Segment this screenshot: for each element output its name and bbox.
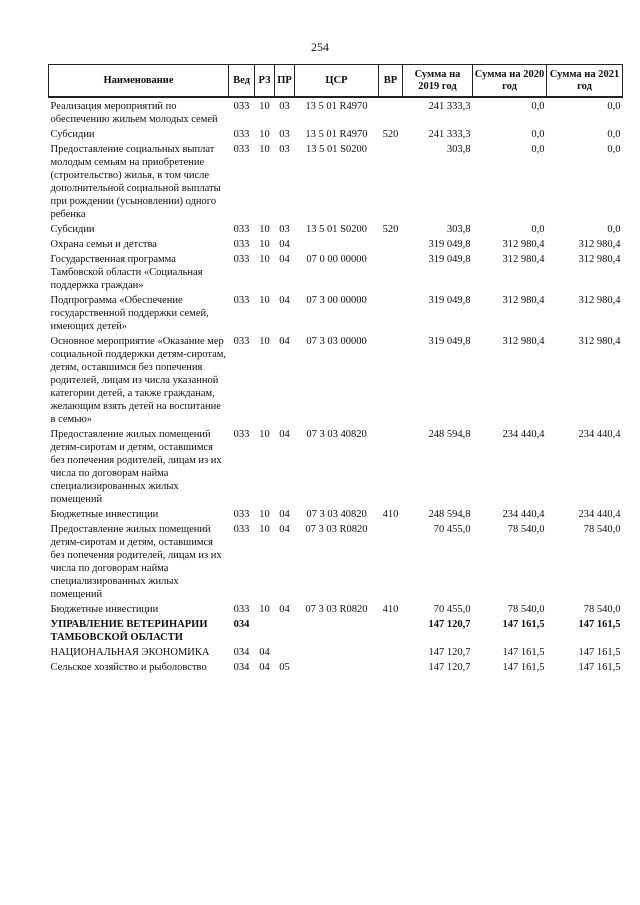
cell-sum-2019: 248 594,8 bbox=[428, 509, 471, 520]
header-csr: ЦСР bbox=[295, 65, 379, 98]
cell-sum-2020: 0,0 bbox=[531, 129, 545, 140]
cell-sum-2020: 147 161,5 bbox=[502, 662, 545, 673]
cell-csr: 07 3 03 R0820 bbox=[305, 604, 368, 615]
cell-ved: 033 bbox=[233, 101, 250, 112]
cell-csr bbox=[295, 236, 379, 251]
cell-vr bbox=[379, 292, 403, 333]
cell-sum-2021: 147 161,5 bbox=[578, 619, 621, 630]
cell-csr: 07 3 03 00000 bbox=[306, 336, 367, 347]
cell-rz: 04 bbox=[259, 647, 270, 658]
cell-vr: 520 bbox=[382, 224, 399, 235]
cell-ved: 033 bbox=[233, 239, 250, 250]
cell-rz: 10 bbox=[259, 224, 270, 235]
cell-sum-2019: 241 333,3 bbox=[428, 101, 471, 112]
cell-vr bbox=[379, 141, 403, 221]
cell-csr: 13 5 01 R4970 bbox=[305, 129, 368, 140]
cell-rz bbox=[255, 616, 275, 644]
cell-vr bbox=[379, 251, 403, 292]
cell-sum-2020: 0,0 bbox=[531, 224, 545, 235]
cell-sum-2020: 312 980,4 bbox=[502, 336, 545, 347]
cell-sum-2020: 234 440,4 bbox=[502, 429, 545, 440]
header-sum-2020: Сумма на 2020 год bbox=[473, 65, 547, 98]
cell-pr bbox=[275, 644, 295, 659]
cell-name: Субсидии bbox=[50, 129, 95, 140]
cell-name: НАЦИОНАЛЬНАЯ ЭКОНОМИКА bbox=[50, 647, 210, 658]
table-row bbox=[49, 506, 623, 521]
cell-rz: 10 bbox=[259, 295, 270, 306]
cell-rz: 10 bbox=[259, 239, 270, 250]
cell-pr: 04 bbox=[279, 239, 290, 250]
cell-vr: 410 bbox=[382, 604, 399, 615]
cell-ved: 033 bbox=[233, 254, 250, 265]
cell-rz: 04 bbox=[259, 662, 270, 673]
cell-sum-2019: 147 120,7 bbox=[428, 662, 471, 673]
cell-sum-2021: 0,0 bbox=[607, 224, 621, 235]
cell-name: Субсидии bbox=[50, 224, 95, 235]
table-row bbox=[49, 601, 623, 616]
cell-name: Реализация мероприятий по обеспечению жильем молодых семей bbox=[50, 101, 218, 125]
cell-sum-2021: 78 540,0 bbox=[583, 524, 621, 535]
cell-csr bbox=[295, 659, 379, 674]
cell-rz: 10 bbox=[259, 509, 270, 520]
cell-pr bbox=[275, 616, 295, 644]
cell-vr bbox=[379, 616, 403, 644]
cell-csr: 13 5 01 R4970 bbox=[305, 101, 368, 112]
table-row bbox=[49, 126, 623, 141]
cell-ved: 034 bbox=[233, 619, 250, 630]
cell-sum-2020: 78 540,0 bbox=[507, 524, 545, 535]
cell-sum-2019: 303,8 bbox=[446, 144, 471, 155]
cell-pr: 03 bbox=[279, 144, 290, 155]
cell-pr: 03 bbox=[279, 101, 290, 112]
table-row bbox=[49, 251, 623, 292]
cell-rz: 10 bbox=[259, 101, 270, 112]
cell-rz: 10 bbox=[259, 144, 270, 155]
cell-sum-2019: 147 120,7 bbox=[428, 619, 471, 630]
header-sum-2021: Сумма на 2021 год bbox=[547, 65, 623, 98]
cell-sum-2019: 248 594,8 bbox=[428, 429, 471, 440]
cell-sum-2021: 234 440,4 bbox=[578, 429, 621, 440]
cell-rz: 10 bbox=[259, 254, 270, 265]
cell-vr bbox=[379, 521, 403, 601]
cell-name: Охрана семьи и детства bbox=[50, 239, 157, 250]
cell-sum-2019: 319 049,8 bbox=[428, 295, 471, 306]
cell-sum-2020: 78 540,0 bbox=[507, 604, 545, 615]
cell-vr bbox=[379, 659, 403, 674]
cell-ved: 033 bbox=[233, 604, 250, 615]
cell-rz: 10 bbox=[259, 604, 270, 615]
table-row bbox=[49, 97, 623, 126]
cell-ved: 033 bbox=[233, 509, 250, 520]
cell-name: Бюджетные инвестиции bbox=[50, 509, 159, 520]
cell-csr: 07 3 00 00000 bbox=[306, 295, 367, 306]
cell-sum-2020: 0,0 bbox=[531, 101, 545, 112]
cell-pr: 05 bbox=[279, 662, 290, 673]
table-row bbox=[49, 616, 623, 644]
cell-name: Предоставление социальных выплат молодым семьям на приобретение (строительство) жилья, в том числе дополнительной социальной выплаты при рождении (усыновлении) одного ребенка bbox=[50, 144, 221, 220]
cell-pr: 04 bbox=[279, 336, 290, 347]
cell-sum-2021: 234 440,4 bbox=[578, 509, 621, 520]
page-number: 254 bbox=[311, 40, 329, 54]
cell-sum-2020: 312 980,4 bbox=[502, 239, 545, 250]
cell-vr bbox=[379, 97, 403, 126]
cell-ved: 034 bbox=[233, 647, 250, 658]
cell-rz: 10 bbox=[259, 129, 270, 140]
header-name: Наименование bbox=[49, 65, 229, 98]
table-row bbox=[49, 426, 623, 506]
header-rz: РЗ bbox=[255, 65, 275, 98]
table-row bbox=[49, 333, 623, 426]
table-header bbox=[49, 65, 623, 98]
cell-sum-2019: 319 049,8 bbox=[428, 239, 471, 250]
cell-pr: 04 bbox=[279, 604, 290, 615]
cell-ved: 033 bbox=[233, 144, 250, 155]
budget-table bbox=[48, 64, 623, 674]
cell-vr bbox=[379, 426, 403, 506]
cell-sum-2019: 70 455,0 bbox=[433, 524, 471, 535]
cell-csr: 13 5 01 S0200 bbox=[306, 144, 367, 155]
cell-csr bbox=[295, 616, 379, 644]
cell-name: УПРАВЛЕНИЕ ВЕТЕРИНАРИИ ТАМБОВСКОЙ ОБЛАСТИ bbox=[50, 619, 208, 643]
cell-name: Государственная программа Тамбовской области «Социальная поддержка граждан» bbox=[50, 254, 203, 291]
table-row bbox=[49, 292, 623, 333]
cell-vr bbox=[379, 333, 403, 426]
cell-sum-2021: 0,0 bbox=[607, 144, 621, 155]
cell-rz: 10 bbox=[259, 429, 270, 440]
cell-sum-2020: 234 440,4 bbox=[502, 509, 545, 520]
cell-vr bbox=[379, 644, 403, 659]
cell-csr: 13 5 01 S0200 bbox=[306, 224, 367, 235]
cell-pr: 04 bbox=[279, 254, 290, 265]
cell-sum-2021: 312 980,4 bbox=[578, 295, 621, 306]
cell-pr: 04 bbox=[279, 295, 290, 306]
cell-sum-2019: 241 333,3 bbox=[428, 129, 471, 140]
cell-sum-2020: 147 161,5 bbox=[502, 619, 545, 630]
table-row bbox=[49, 659, 623, 674]
table-row bbox=[49, 521, 623, 601]
cell-sum-2019: 70 455,0 bbox=[433, 604, 471, 615]
cell-csr: 07 3 03 40820 bbox=[306, 429, 367, 440]
cell-vr: 520 bbox=[382, 129, 399, 140]
cell-name: Предоставление жилых помещений детям-сиротам и детям, оставшимся без попечения родителей, лицам из их числа по договорам найма специализированных жилых помещений bbox=[50, 524, 222, 600]
cell-name: Сельское хозяйство и рыболовство bbox=[50, 662, 207, 673]
cell-sum-2021: 312 980,4 bbox=[578, 239, 621, 250]
cell-sum-2020: 312 980,4 bbox=[502, 295, 545, 306]
cell-sum-2019: 319 049,8 bbox=[428, 336, 471, 347]
cell-rz: 10 bbox=[259, 336, 270, 347]
cell-csr: 07 3 03 R0820 bbox=[305, 524, 368, 535]
cell-name: Подпрограмма «Обеспечение государственной поддержки семей, имеющих детей» bbox=[50, 295, 209, 332]
cell-sum-2020: 0,0 bbox=[531, 144, 545, 155]
cell-sum-2021: 0,0 bbox=[607, 101, 621, 112]
cell-sum-2020: 312 980,4 bbox=[502, 254, 545, 265]
cell-ved: 033 bbox=[233, 336, 250, 347]
cell-pr: 04 bbox=[279, 429, 290, 440]
table-body bbox=[49, 97, 623, 674]
cell-sum-2019: 319 049,8 bbox=[428, 254, 471, 265]
cell-ved: 033 bbox=[233, 129, 250, 140]
cell-name: Бюджетные инвестиции bbox=[50, 604, 159, 615]
cell-vr: 410 bbox=[382, 509, 399, 520]
table-row bbox=[49, 236, 623, 251]
table-row bbox=[49, 644, 623, 659]
cell-name: Основное мероприятие «Оказание мер социальной поддержки детям-сиротам, детям, оставшимся без попечения родителей, лицам из числа указанной категории детей, а также гражданам, желающим взять детей на воспитание в семью» bbox=[50, 336, 227, 425]
cell-sum-2021: 312 980,4 bbox=[578, 254, 621, 265]
cell-ved: 033 bbox=[233, 429, 250, 440]
cell-pr: 03 bbox=[279, 224, 290, 235]
cell-ved: 033 bbox=[233, 295, 250, 306]
cell-rz: 10 bbox=[259, 524, 270, 535]
cell-pr: 03 bbox=[279, 129, 290, 140]
table-row bbox=[49, 141, 623, 221]
cell-vr bbox=[379, 236, 403, 251]
cell-pr: 04 bbox=[279, 509, 290, 520]
header-vr: ВР bbox=[379, 65, 403, 98]
cell-pr: 04 bbox=[279, 524, 290, 535]
cell-ved: 033 bbox=[233, 524, 250, 535]
cell-csr: 07 0 00 00000 bbox=[306, 254, 367, 265]
cell-sum-2021: 312 980,4 bbox=[578, 336, 621, 347]
cell-sum-2019: 303,8 bbox=[446, 224, 471, 235]
cell-csr bbox=[295, 644, 379, 659]
cell-sum-2021: 147 161,5 bbox=[578, 647, 621, 658]
cell-sum-2021: 0,0 bbox=[607, 129, 621, 140]
header-pr: ПР bbox=[275, 65, 295, 98]
cell-sum-2021: 78 540,0 bbox=[583, 604, 621, 615]
header-sum-2019: Сумма на 2019 год bbox=[403, 65, 473, 98]
cell-sum-2020: 147 161,5 bbox=[502, 647, 545, 658]
header-ved: Вед bbox=[229, 65, 255, 98]
cell-sum-2019: 147 120,7 bbox=[428, 647, 471, 658]
table-row bbox=[49, 221, 623, 236]
cell-name: Предоставление жилых помещений детям-сиротам и детям, оставшимся без попечения родителей, лицам из их числа по договорам найма специализированных жилых помещений bbox=[50, 429, 222, 505]
cell-csr: 07 3 03 40820 bbox=[306, 509, 367, 520]
cell-ved: 034 bbox=[233, 662, 250, 673]
cell-sum-2021: 147 161,5 bbox=[578, 662, 621, 673]
cell-ved: 033 bbox=[233, 224, 250, 235]
